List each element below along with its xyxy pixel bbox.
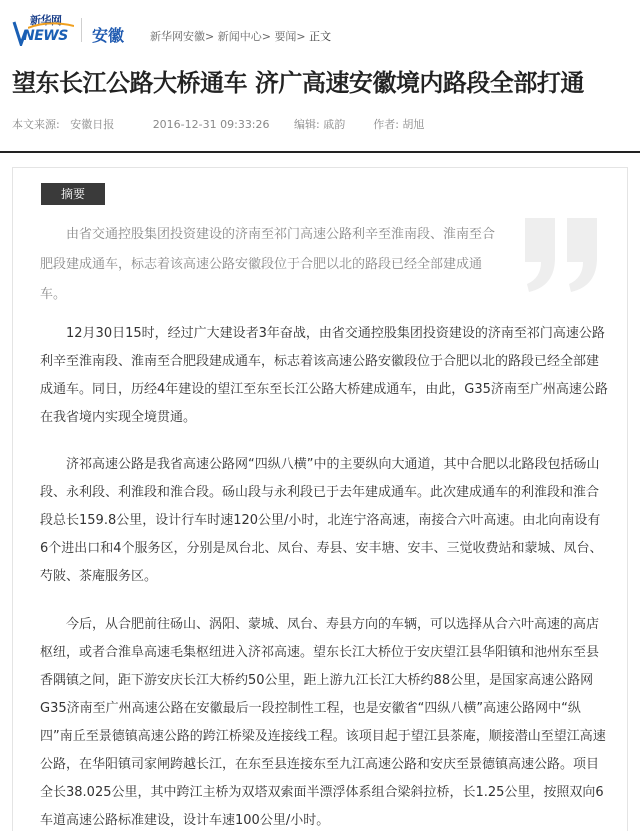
author-label: 作者: <box>373 118 399 131</box>
source-value: 安徽日报 <box>70 118 115 131</box>
breadcrumb-item-news-center[interactable]: 新闻中心> <box>217 30 271 43</box>
logo-en-text: NEWS <box>23 28 68 44</box>
page-title: 望东长江公路大桥通车 济广高速安徽境内路段全部打通 <box>12 69 584 97</box>
article-meta <box>12 116 424 132</box>
author-value: 胡旭 <box>402 118 425 131</box>
breadcrumb-item-headlines[interactable]: 要闻> <box>274 30 306 43</box>
abstract-tag: 摘要 <box>41 183 105 205</box>
logo-wave-icon <box>28 20 74 30</box>
source-label: 本文来源: <box>12 118 60 131</box>
article-body <box>12 167 628 831</box>
paragraph-3: 今后，从合肥前往砀山、涡阳、蒙城、凤台、寿县方向的车辆，可以选择从合六叶高速的高店枢纽，或者合淮阜高速毛集枢纽进入济祁高速。望东长江大桥位于安庆望江县华阳镇和池州东至县香隅镇之间，距下游安庆长江大桥约50公里，距上游九江长江大桥约88公里，是国家高速公路网G35济南至广州高速公路在安徽最后一段控制性工程，也是安徽省“四纵八横”高速公路网中“纵四”南丘至景德镇高速公路的跨江桥梁及连接线工程。该项目起于望江县茶庵，顺接潜山至望江高速公路，在华阳镇司家闸跨越长江，在东至县连接东至九江高速公路和安庆至景德镇高速公路。项目全长38.025公里，其中跨江主桥为双塔双索面半漂浮体系组合梁斜拉桥，长1.25公里，按照双向6车道高速公路标准建设，设计车速100公里/小时。 <box>40 617 606 828</box>
quote-mark-icon <box>519 214 605 294</box>
breadcrumb-item-home[interactable]: 新华网安徽> <box>150 30 215 43</box>
logo-cn-text: 新华网 <box>30 14 62 27</box>
paragraph-1: 12月30日15时，经过广大建设者3年奋战，由省交通控股集团投资建设的济南至祁门高速公路利辛至淮南段、淮南至合肥段建成通车，标志着该高速公路安徽段位于合肥以北的路段已经全部建成通车。同日，历经4年建设的望江至东至长江公路大桥建成通车，由此，G35济南至广州高速公路在我省境内实现全境贯通。 <box>40 326 608 425</box>
breadcrumb-current: 正文 <box>309 30 332 43</box>
xinhua-news-logo[interactable] <box>12 12 74 46</box>
editor-label: 编辑: <box>294 118 320 131</box>
site-header <box>0 0 640 54</box>
paragraph-2: 济祁高速公路是我省高速公路网“四纵八横”中的主要纵向大通道，其中合肥以北路段包括砀山段、永利段、利淮段和淮合段。砀山段与永利段已于去年建成通车。此次建成通车的利淮段和淮合段总长159.8公里，设计行车时速120公里/小时，北连宁洛高速，南接合六叶高速。由北向南设有6个进出口和4个服务区，分别是凤台北、凤台、寿县、安丰塘、安丰、三觉收费站和蒙城、凤台、芍陂、茶庵服务区。 <box>40 457 603 584</box>
breadcrumb <box>150 28 331 44</box>
publish-datetime: 2016-12-31 09:33:26 <box>152 118 270 131</box>
editor-value: 戚韵 <box>323 118 346 131</box>
header-divider <box>81 18 82 42</box>
region-channel-link[interactable]: 安徽 <box>92 26 125 45</box>
title-divider <box>0 151 640 153</box>
abstract-text: 由省交通控股集团投资建设的济南至祁门高速公路利辛至淮南段、淮南至合肥段建成通车，标志着该高速公路安徽段位于合肥以北的路段已经全部建成通车。 <box>40 227 496 302</box>
